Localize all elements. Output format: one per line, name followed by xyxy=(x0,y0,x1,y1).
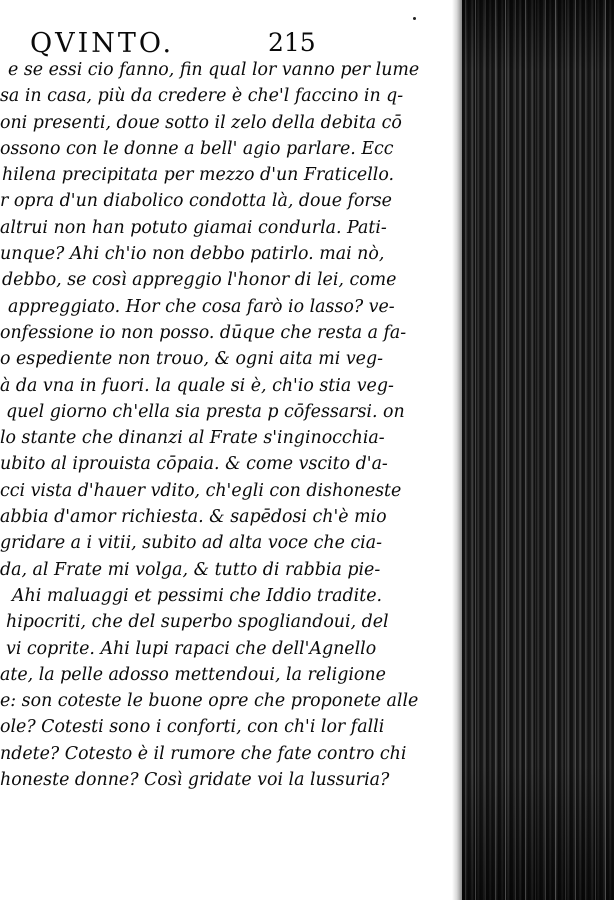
text-line-content: oni presenti, doue sotto il zelo della debita cō xyxy=(0,112,402,133)
page-number: 215 xyxy=(268,28,316,57)
text-line-content: ate, la pelle adosso mettendoui, la religione xyxy=(0,664,386,685)
text-line-content: debbo, se così appreggio l'honor di lei, come xyxy=(2,270,397,291)
text-line xyxy=(0,373,452,399)
text-line-content: e: son coteste le buone opre che proponete alle xyxy=(0,691,419,712)
text-line xyxy=(0,57,452,83)
text-line-content: onfessione io non posso. dūque che resta a fa- xyxy=(0,322,407,343)
edge-striation xyxy=(475,0,476,900)
edge-striation xyxy=(465,0,466,900)
text-line xyxy=(0,241,452,267)
text-line xyxy=(0,399,452,425)
text-line xyxy=(0,609,452,635)
text-line-content: quel giorno ch'ella sia presta p cōfessarsi. on xyxy=(6,401,405,422)
running-title: QVINTO. xyxy=(30,28,175,59)
text-line-content: sa in casa, più da credere è che'l faccino in q- xyxy=(0,86,404,107)
text-line-content: vi coprite. Ahi lupi rapaci che dell'Agnello xyxy=(6,638,377,659)
text-line xyxy=(0,425,452,451)
text-line-content: r opra d'un diabolico condotta là, doue forse xyxy=(0,191,392,212)
edge-striation xyxy=(495,0,496,900)
text-line xyxy=(0,294,452,320)
edge-striation xyxy=(555,0,556,900)
edge-striation xyxy=(535,0,536,900)
text-line xyxy=(0,136,452,162)
edge-striation xyxy=(565,0,566,900)
text-line xyxy=(0,346,452,372)
text-line xyxy=(0,451,452,477)
edge-striation xyxy=(545,0,546,900)
text-line-content: honeste donne? Così gridate voi la lussuria? xyxy=(0,770,390,791)
text-line xyxy=(0,215,452,241)
text-line xyxy=(0,688,452,714)
text-line xyxy=(0,83,452,109)
text-line-content: cci vista d'hauer vdito, ch'egli con dishoneste xyxy=(0,480,402,501)
text-line xyxy=(0,557,452,583)
text-line-content: abbia d'amor richiesta. & sapēdosi ch'è mio xyxy=(0,507,387,528)
text-line-content: ole? Cotesti sono i conforti, con ch'i lor falli xyxy=(0,717,385,738)
text-line xyxy=(0,530,452,556)
text-line-content: Ahi maluaggi et pessimi che Iddio tradite. xyxy=(12,585,383,606)
edge-striation xyxy=(515,0,516,900)
edge-striation xyxy=(505,0,506,900)
text-line-content: appreggiato. Hor che cosa farò io lasso? ve- xyxy=(8,296,395,317)
text-line-content: ubito al iprouista cōpaia. & come vscito d'a- xyxy=(0,454,388,475)
edge-striation xyxy=(605,0,606,900)
text-line-content: hipocriti, che del superbo spogliandoui, del xyxy=(6,612,389,633)
text-line xyxy=(0,714,452,740)
text-line xyxy=(0,162,452,188)
text-line-content: gridare a i vitii, subito ad alta voce che cia- xyxy=(0,533,382,554)
book-fore-edge xyxy=(462,0,614,900)
text-line-content: ossono con le donne a bell' agio parlare. Ecc xyxy=(0,138,394,159)
text-line xyxy=(0,741,452,767)
edge-striation xyxy=(575,0,576,900)
text-line xyxy=(0,188,452,214)
text-line-content: lo stante che dinanzi al Frate s'inginocchia- xyxy=(0,428,385,449)
edge-striation xyxy=(585,0,586,900)
text-line-content: unque? Ahi ch'io non debbo patirlo. mai nò, xyxy=(0,244,385,265)
text-line-content: hilena precipitata per mezzo d'un Fraticello. xyxy=(2,165,395,186)
body-text xyxy=(0,57,452,793)
text-line-content: e se essi cio fanno, fin qual lor vanno per lume xyxy=(8,60,420,80)
text-line xyxy=(0,267,452,293)
edge-striation xyxy=(485,0,486,900)
text-line-content: ndete? Cotesto è il rumore che fate contro chi xyxy=(0,743,407,764)
edge-striation xyxy=(595,0,596,900)
text-line xyxy=(0,478,452,504)
text-line xyxy=(0,636,452,662)
text-line xyxy=(0,504,452,530)
text-line xyxy=(0,662,452,688)
text-line xyxy=(0,767,452,793)
text-line-content: altrui non han potuto giamai condurla. Pati- xyxy=(0,217,387,238)
text-line-content: à da vna in fuori. la quale si è, ch'io stia veg- xyxy=(0,375,394,396)
text-line xyxy=(0,110,452,136)
text-line xyxy=(0,583,452,609)
edge-striation xyxy=(525,0,526,900)
text-line xyxy=(0,320,452,346)
ink-speck xyxy=(413,17,416,20)
text-line-content: da, al Frate mi volga, & tutto di rabbia pie- xyxy=(0,559,381,580)
text-line-content: o espediente non trouo, & ogni aita mi veg- xyxy=(0,349,383,370)
